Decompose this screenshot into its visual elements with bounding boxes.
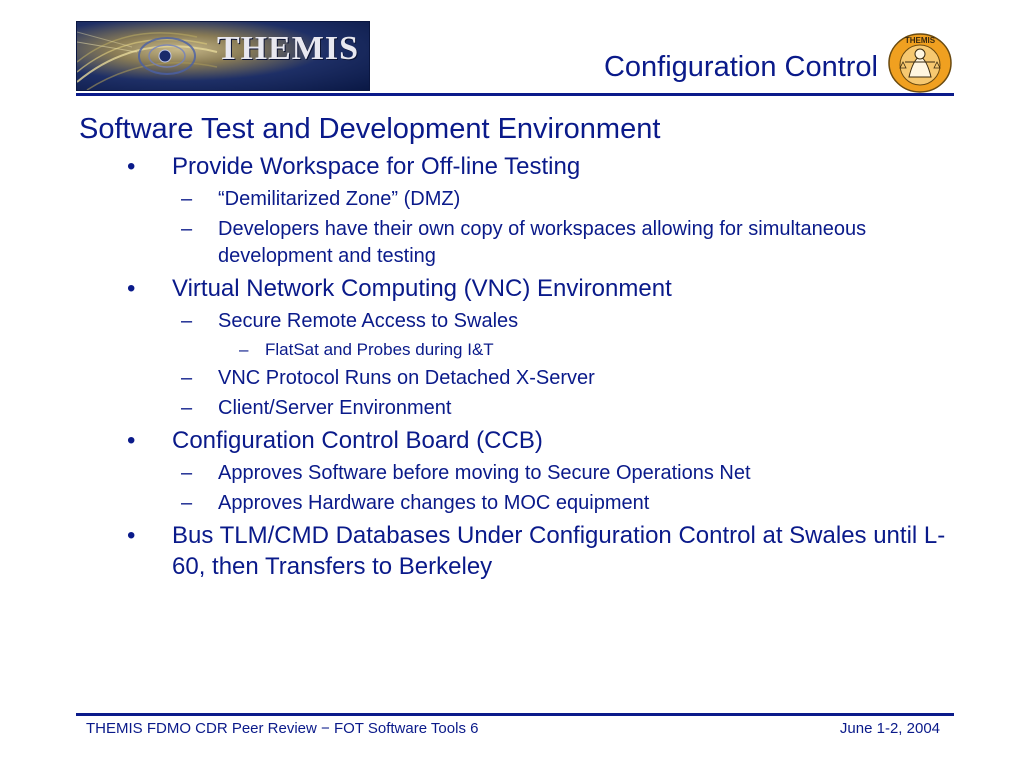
dash-icon: – (181, 462, 193, 484)
dash-icon: – (181, 218, 193, 240)
sub-bullet-text: “Demilitarized Zone” (DMZ) (218, 188, 461, 210)
bullet-item (79, 273, 949, 304)
sub-bullet-text: Approves Software before moving to Secure Operations Net (218, 462, 751, 484)
bullet-text: Configuration Control Board (CCB) (172, 427, 543, 454)
bullet-item (79, 151, 949, 182)
sub-bullet-text: Developers have their own copy of workspaces allowing for simultaneous development and testing (218, 218, 867, 267)
bullet-text: Bus TLM/CMD Databases Under Configuration Control at Swales until L-60, then Transfers to Berkeley (172, 522, 946, 580)
sub-bullet-text: Secure Remote Access to Swales (218, 310, 519, 332)
sub-bullet-item (79, 308, 949, 335)
bullet-item (79, 520, 949, 582)
dash-icon: – (181, 492, 193, 514)
themis-logo-banner (76, 21, 370, 91)
sub-bullet-text: VNC Protocol Runs on Detached X-Server (218, 367, 595, 389)
sub-bullet-item (79, 490, 949, 517)
seal-text: THEMIS (904, 36, 936, 45)
sub-bullet-text: Client/Server Environment (218, 397, 452, 419)
bullet-text: Provide Workspace for Off-line Testing (172, 153, 581, 180)
sub-bullet-item (79, 460, 949, 487)
footer-divider (76, 713, 954, 716)
dash-icon: – (181, 397, 193, 419)
themis-seal-icon (887, 32, 953, 94)
slide-content (79, 110, 949, 586)
header-divider (76, 93, 954, 96)
sub-sub-bullet-text: FlatSat and Probes during I&T (265, 340, 494, 359)
footer-date: June 1-2, 2004 (839, 720, 940, 737)
bullet-text: Virtual Network Computing (VNC) Environment (172, 275, 672, 302)
sub-bullet-item (79, 186, 949, 213)
sub-bullet-text: Approves Hardware changes to MOC equipment (218, 492, 650, 514)
dash-icon: – (181, 310, 193, 332)
sub-bullet-item (79, 216, 949, 270)
bullet-icon: • (127, 522, 136, 549)
sub-sub-bullet-item (79, 338, 949, 362)
bullet-item (79, 425, 949, 456)
page-title: Configuration Control (603, 51, 878, 83)
dash-icon: – (239, 340, 249, 359)
bullet-icon: • (127, 153, 136, 180)
section-heading: Software Test and Development Environment (79, 113, 661, 145)
sub-bullet-item (79, 395, 949, 422)
bullet-icon: • (127, 275, 136, 302)
sub-bullet-item (79, 365, 949, 392)
logo-text: THEMIS (217, 30, 360, 67)
dash-icon: – (181, 367, 193, 389)
bullet-icon: • (127, 427, 136, 454)
footer-title: THEMIS FDMO CDR Peer Review − FOT Software Tools 6 (86, 720, 479, 737)
dash-icon: – (181, 188, 193, 210)
